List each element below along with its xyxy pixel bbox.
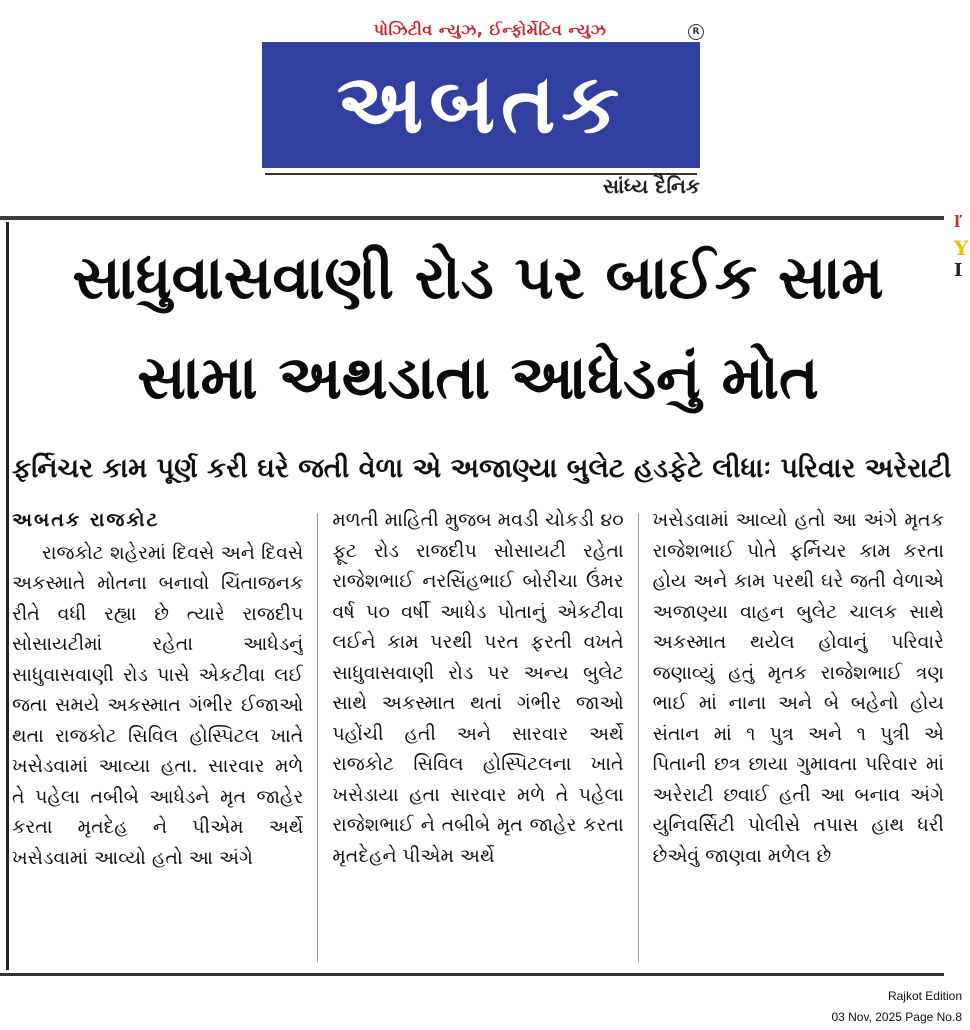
adjacent-article-fragment (954, 212, 970, 284)
article-dateline: અબતક રાજકોટ (12, 509, 160, 531)
newspaper-logo: અબતક (262, 42, 700, 168)
column-divider (638, 513, 639, 962)
article-left-border (6, 222, 9, 970)
edition-label: Rajkot Edition (887, 989, 962, 1003)
article-column-1 (12, 505, 303, 970)
masthead-tagline: પોઝિટીવ ન્યુઝ, ઈન્ફોર્મેટિવ ન્યુઝ (373, 20, 607, 39)
registered-mark-icon: R (688, 24, 704, 40)
masthead (0, 0, 970, 210)
column-text: મળતી માહિતી મુજબ મવડી ચોકડી ૪૦ ફૂટ રોડ રાજદીપ સોસાયટી રહેતા રાજેશભાઈ નરસિંહભાઈ બોરીચા ઉંમર વર્ષ ૫૦ વર્ષી આધેડ પોતાનું એકટીવા લઈને કામ પરથી પરત ફરતી વખતે સાધુવાસવાણી રોડ પર અન્ય બુલેટ સાથે અકસ્માત થતાં ગંભીર જાઓ પહોંચી હતી અને સારવાર અર્થે રાજકોટ સિવિલ હોસ્પિટલના ખાતે ખસેડાયા હતા સારવાર મળે તે પહેલા રાજેશભાઈ ને તબીબે મૃત જાહેર કરતા મૃતદેહને પીએમ અર્થે (332, 509, 624, 867)
fragment-char: Y (954, 236, 969, 260)
column-text: ખસેડવામાં આવ્યો હતો આ અંગે મૃતક રાજેશભાઈ પોતે ફર્નિચર કામ કરતા હોય અને કામ પરથી ઘરે જતી વેળાએ અજાણ્યા વાહન બુલેટ ચાલક સાથે અકસ્માત થયેલ હોવાનું પરિવારે જણાવ્યું હતું મૃતક રાજેશભાઈ ત્રણ ભાઈ માં નાના અને બે બહેનો હોય સંતાન માં ૧ પુત્ર અને ૧ પુત્રી એ પિતાની છત્ર છાયા ગુમાવતા પરિવાર માં અરેરાટી છવાઈ હતી આ બનાવ અંગે યુનિવર્સિટી પોલીસે તપાસ હાથ ધરી છેએવું જાણવા મળેલ છે (652, 509, 944, 867)
column-text: રાજકોટ શહેરમાં દિવસે અને દિવસે અકસ્માતે મોતના બનાવો ચિંતાજનક રીતે વધી રહ્યા છે ત્યારે રાજદીપ સોસાયટીમાં રહેતા આધેડનું સાધુવાસવાણી રોડ પાસે એકટીવા લઈ જતા સમયે અકસ્માત ગંભીર ઈજાઓ થતા રાજકોટ સિવિલ હોસ્પિટલ ખાતે ખસેડવામાં આવ્યા હતા. સારવાર મળે તે પહેલા તબીબે આધેડને મૃત જાહેર કરતા મૃતદેહ ને પીએમ અર્થે ખસેડવામાં આવ્યો હતો આ અંગે (12, 541, 304, 869)
column-divider (317, 513, 318, 962)
article-headline: સાધુવાસવાણી રોડ પર બાઈક સામ સામા અથડાતા આધેડનું મોત (72, 243, 884, 413)
masthead-subtitle: સાંધ્ય દૈનિક (602, 174, 700, 198)
article-subheadline: ફર્નિચર કામ પૂર્ણ કરી ઘરે જતી વેળા એ અજાણ્યા બુલેટ હડફેટે લીધાઃ પરિવાર અરેરાટી (12, 453, 952, 484)
article-column-2 (332, 505, 623, 970)
article-column-3 (653, 505, 944, 970)
top-divider (0, 216, 944, 220)
page-footer (831, 986, 962, 1028)
article-body (12, 505, 944, 970)
date-page-label: 03 Nov, 2025 Page No.8 (831, 1010, 962, 1024)
fragment-char: I (954, 260, 963, 281)
bottom-divider (0, 973, 944, 976)
fragment-char: ľ (954, 212, 961, 231)
